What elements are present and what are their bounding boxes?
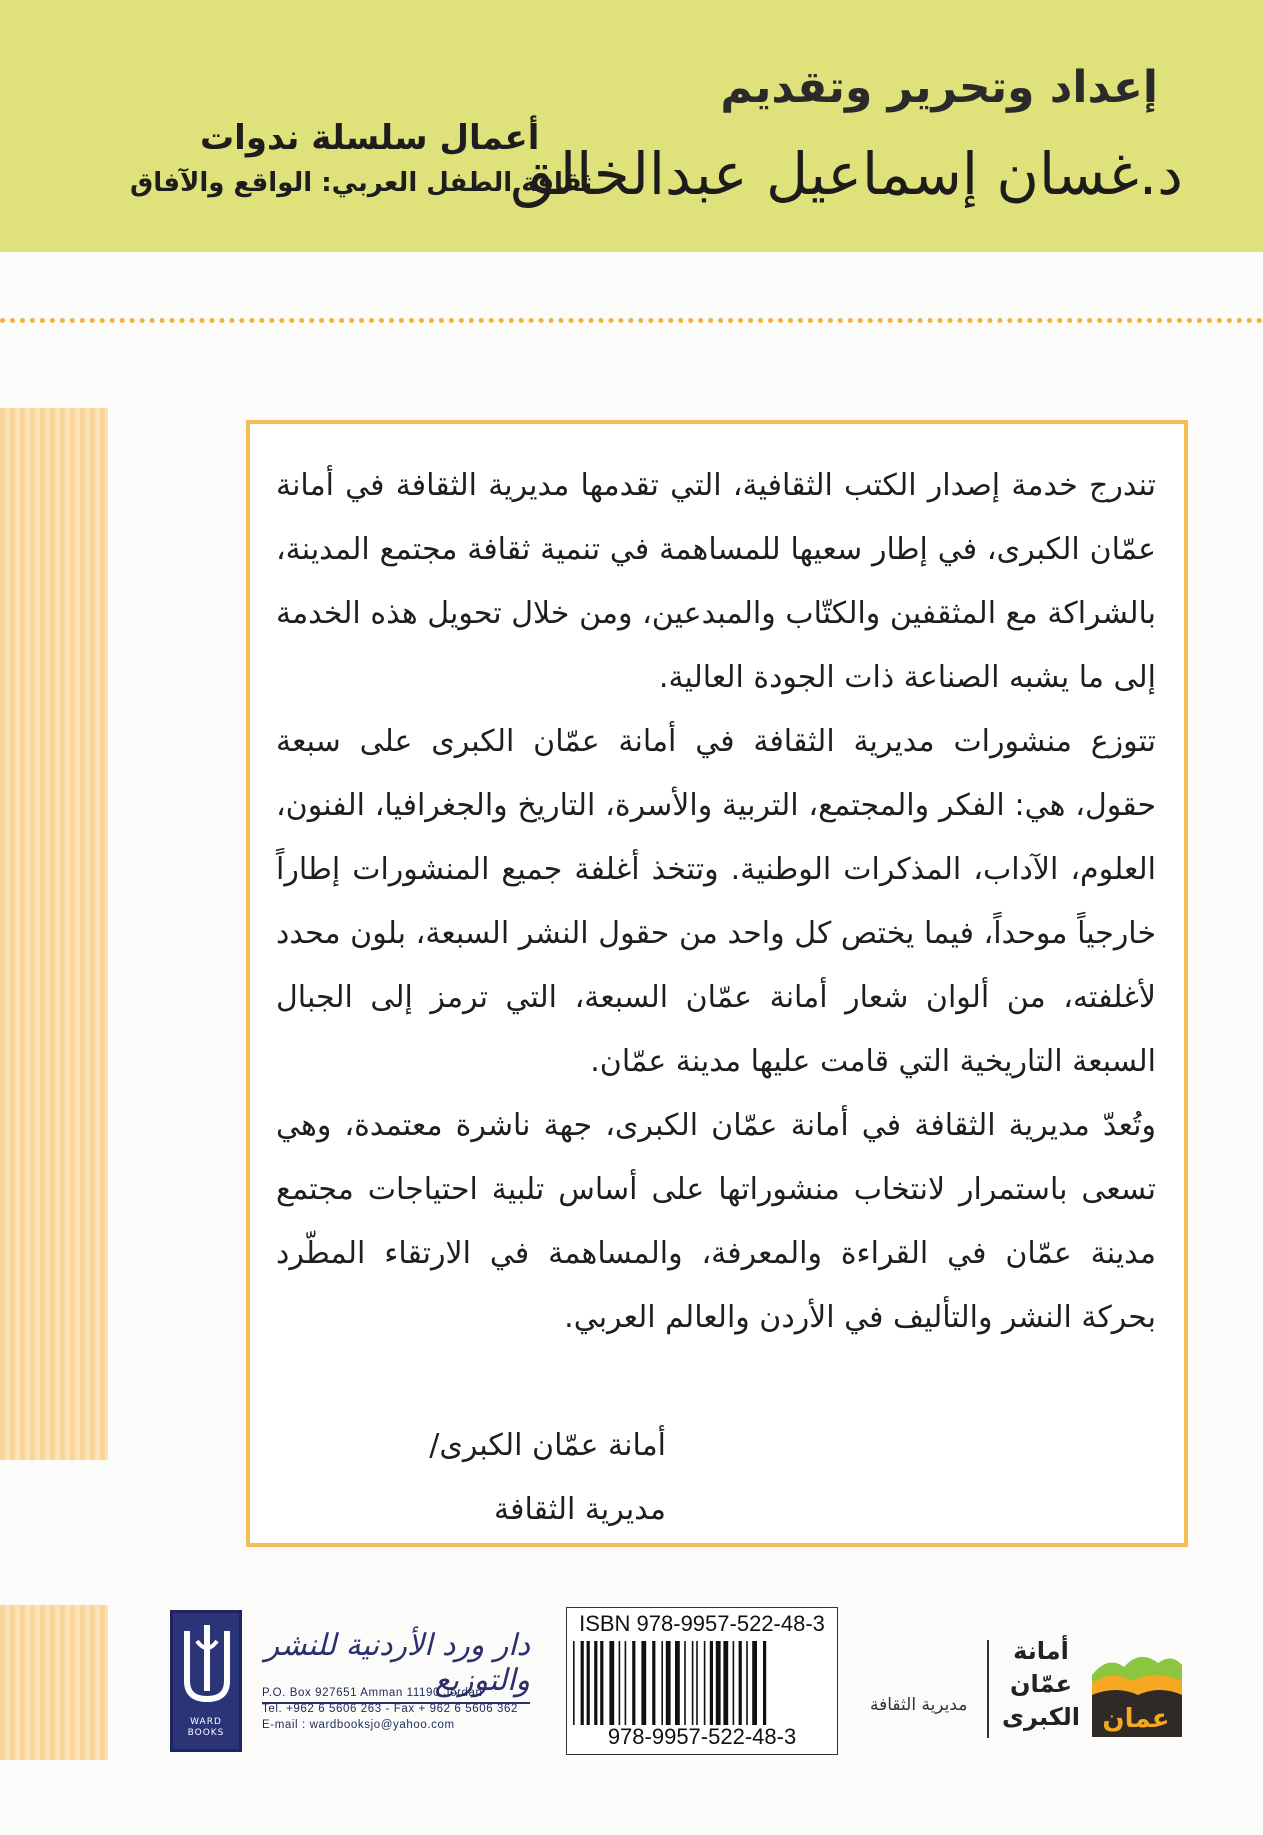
logo-divider xyxy=(987,1640,989,1738)
decorative-stripe-bottom xyxy=(0,1605,108,1760)
amman-name xyxy=(996,1635,1086,1734)
publisher-name: دار ورد الأردنية للنشر والتوزيع xyxy=(262,1628,530,1704)
ward-books-logo xyxy=(170,1610,242,1752)
publisher-contacts xyxy=(262,1685,542,1733)
ward-logo-icon xyxy=(179,1621,235,1709)
signature-line-2: مديرية الثقافة xyxy=(494,1492,666,1527)
ward-logo-text: WARD BOOKS xyxy=(187,1717,225,1738)
paragraph-mission: وتُعدّ مديرية الثقافة في أمانة عمّان الكبرى، جهة ناشرة معتمدة، وهي تسعى باستمرار لانتخاب منشوراتها على أساس تلبية احتياجات مجتمع مدينة عمّان في القراءة والمعرفة، والمساهمة في الارتقاء المطّرد بحركة النشر والتأليف في الأردن والعالم العربي. xyxy=(276,1108,1156,1335)
editor-name: د.غسان إسماعيل عبدالخالق xyxy=(510,140,1183,208)
signature xyxy=(366,1414,666,1542)
paragraph-intro: تندرج خدمة إصدار الكتب الثقافية، التي تقدمها مديرية الثقافة في أمانة عمّان الكبرى، في إطار سعيها للمساهمة في تنمية ثقافة مجتمع المدينة، بالشراكة مع المثقفين والكتّاب والمبدعين، ومن خلال تحويل هذه الخدمة إلى ما يشبه الصناعة ذات الجودة العالية. xyxy=(276,468,1156,695)
barcode xyxy=(566,1607,838,1755)
header-band xyxy=(0,0,1263,252)
dotted-divider xyxy=(0,318,1263,323)
paragraph-fields: تتوزع منشورات مديرية الثقافة في أمانة عمّان الكبرى على سبعة حقول، هي: الفكر والمجتمع، التربية والأسرة، التاريخ والجغرافيا، الفنون، العلوم، الآداب، المذكرات الوطنية. وتتخذ أغلفة جميع المنشورات إطاراً خارجياً موحداً، فيما يختص كل واحد من حقول النشر السبعة، بلون محدد لأغلفته، من ألوان شعار أمانة عمّان السبعة، التي ترمز إلى الجبال السبعة التاريخية التي قامت عليها مدينة عمّان. xyxy=(276,724,1156,1079)
culture-department-label: مديرية الثقافة xyxy=(870,1695,968,1715)
publisher-address: P.O. Box 927651 Amman 11190 Jordan xyxy=(262,1687,483,1699)
isbn-number: 978-9957-522-48-3 xyxy=(607,1724,797,1749)
decorative-stripe-top xyxy=(0,408,108,1460)
publisher-phone: Tel. +962 6 5606 263 - Fax + 962 6 5606 362 xyxy=(262,1703,518,1715)
barcode-bars-icon xyxy=(571,1641,833,1725)
signature-line-1: أمانة عمّان الكبرى/ xyxy=(429,1428,666,1463)
amman-name-line-1: أمانة xyxy=(1013,1637,1069,1665)
publisher-email: E-mail : wardbooksjo@yahoo.com xyxy=(262,1719,455,1731)
amman-name-line-2: عمّان xyxy=(1010,1670,1072,1698)
isbn-label: ISBN 978-9957-522-48-3 xyxy=(579,1611,825,1636)
body-text xyxy=(276,454,1156,1350)
text-frame xyxy=(246,420,1188,1547)
amman-emblem-icon xyxy=(1088,1635,1184,1739)
editor-title: إعداد وتحرير وتقديم xyxy=(720,62,1158,113)
svg-text:عمان: عمان xyxy=(1102,1704,1170,1734)
amman-name-line-3: الكبرى xyxy=(1002,1703,1080,1731)
series-title: أعمال سلسلة ندوات xyxy=(200,118,540,158)
series-subtitle: ثقافة الطفل العربي: الواقع والآفاق xyxy=(130,168,593,198)
